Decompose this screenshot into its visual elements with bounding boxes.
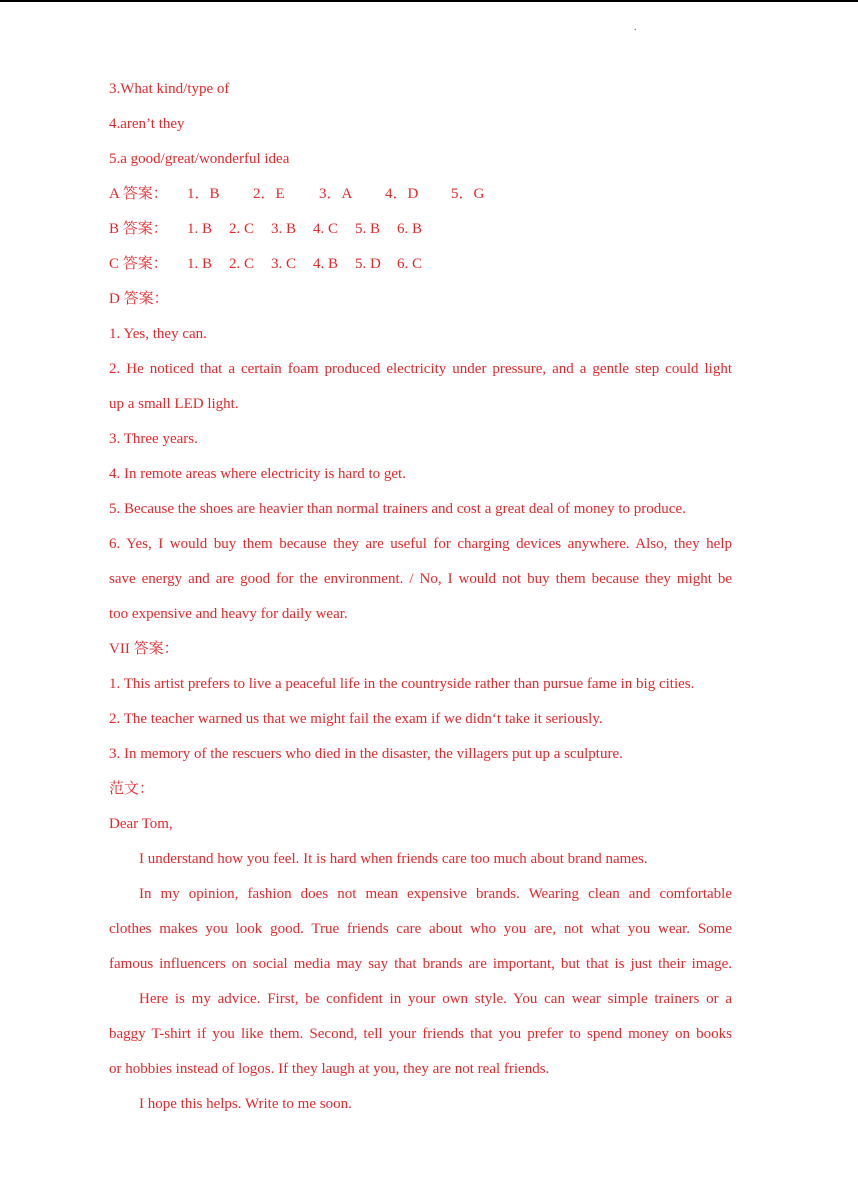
answer-item: 3．A <box>319 186 353 202</box>
answers-vii-label: VII 答案： <box>109 641 179 657</box>
essay-greeting: Dear Tom, <box>109 816 173 832</box>
answer-item: 5. D <box>355 256 381 272</box>
answer-item: 3. C <box>271 256 297 272</box>
answer-d-line: too expensive and heavy for daily wear. <box>109 606 348 622</box>
answer-item: 4．D <box>385 186 419 202</box>
answer-d-line: 3. Three years. <box>109 431 198 447</box>
top-rule <box>0 0 858 2</box>
text-line: 3.What kind/type of <box>109 81 230 97</box>
essay-line: or hobbies instead of logos. If they laugh at you, they are not real friends. <box>109 1061 550 1077</box>
answer-item: 4. B <box>313 256 339 272</box>
answer-d-line: up a small LED light. <box>109 396 239 412</box>
answer-item: 1．B <box>187 186 220 202</box>
answer-vii-line: 3. In memory of the rescuers who died in the disaster, the villagers put up a sculpture. <box>109 746 623 762</box>
answer-item: 5．G <box>451 186 485 202</box>
answer-item: 2. C <box>229 221 255 237</box>
answers-a-row <box>109 177 732 212</box>
essay-line: clothes makes you look good. True friends care about who you are, not what you wear. Some <box>109 921 732 937</box>
essay-line: Here is my advice. First, be confident in your own style. You can wear simple trainers or a <box>139 991 732 1007</box>
text-line: 4.aren’t they <box>109 116 185 132</box>
answers-b-row <box>109 212 732 247</box>
answers-c-row <box>109 247 732 282</box>
answer-d-line: save energy and are good for the environment. / No, I would not buy them because they might be <box>109 571 732 587</box>
answers-d-label: D 答案： <box>109 291 169 307</box>
essay-label: 范文： <box>109 781 155 797</box>
header-dot: . <box>634 22 637 33</box>
answer-item: 4. C <box>313 221 339 237</box>
answer-document <box>109 72 732 1122</box>
answer-item: 6. C <box>397 256 423 272</box>
answer-d-line: 6. Yes, I would buy them because they are useful for charging devices anywhere. Also, they help <box>109 536 732 552</box>
answer-d-line: 4. In remote areas where electricity is hard to get. <box>109 466 406 482</box>
answer-item: 2. C <box>229 256 255 272</box>
essay-line: famous influencers on social media may say that brands are important, but that is just their image. <box>109 956 732 972</box>
answer-item: 3. B <box>271 221 297 237</box>
answer-vii-line: 1. This artist prefers to live a peaceful life in the countryside rather than pursue fame in big cities. <box>109 676 695 692</box>
essay-line: baggy T-shirt if you like them. Second, tell your friends that you prefer to spend money on books <box>109 1026 732 1042</box>
answer-d-line: 2. He noticed that a certain foam produced electricity under pressure, and a gentle step could light <box>109 361 732 377</box>
answers-b-label: B 答案： <box>109 221 168 237</box>
essay-line: I understand how you feel. It is hard when friends care too much about brand names. <box>139 851 648 867</box>
answer-d-line: 5. Because the shoes are heavier than normal trainers and cost a great deal of money to produce. <box>109 501 686 517</box>
answers-c-label: C 答案： <box>109 256 168 272</box>
text-line: 5.a good/great/wonderful idea <box>109 151 290 167</box>
answer-item: 6. B <box>397 221 423 237</box>
answer-item: 1. B <box>187 221 213 237</box>
answer-item: 2．E <box>253 186 285 202</box>
answers-a-label: A 答案： <box>109 186 168 202</box>
answer-item: 1. B <box>187 256 213 272</box>
answer-d-line: 1. Yes, they can. <box>109 326 207 342</box>
essay-line: I hope this helps. Write to me soon. <box>139 1096 352 1112</box>
answer-item: 5. B <box>355 221 381 237</box>
essay-line: In my opinion, fashion does not mean expensive brands. Wearing clean and comfortable <box>139 886 732 902</box>
answer-vii-line: 2. The teacher warned us that we might fail the exam if we didn‘t take it seriously. <box>109 711 603 727</box>
